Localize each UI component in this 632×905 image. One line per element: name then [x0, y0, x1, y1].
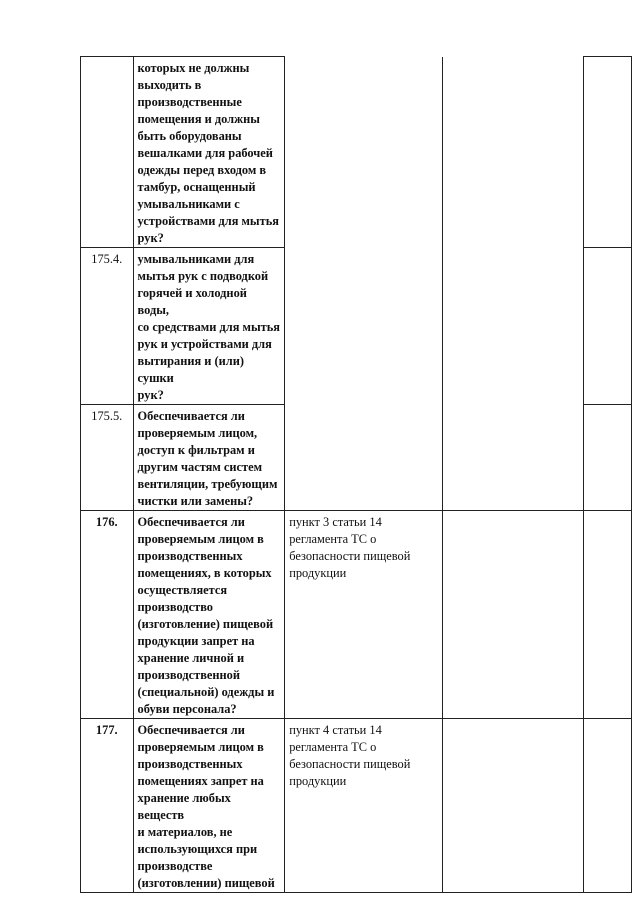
table-row	[81, 719, 632, 893]
table-row	[81, 57, 632, 248]
row-blank	[584, 57, 632, 248]
checklist-table	[80, 56, 632, 893]
table-row	[81, 511, 632, 719]
row-requirement: пункт 4 статьи 14 регламента ТС о безопасности пищевой продукции	[285, 719, 443, 893]
row-blank	[584, 248, 632, 405]
row-blank	[584, 405, 632, 511]
row-number: 177.	[81, 719, 134, 893]
row-blank	[443, 511, 584, 719]
row-requirement-merged	[285, 57, 443, 511]
row-question: Обеспечивается ли проверяемым лицом в производственных помещениях запрет на хранение любых веществ и материалов, не использующихся при производстве (изготовлении) пищевой	[133, 719, 285, 893]
row-blank	[584, 719, 632, 893]
row-number: 176.	[81, 511, 134, 719]
row-number: 175.4.	[81, 248, 134, 405]
row-number	[81, 57, 134, 248]
row-blank	[443, 719, 584, 893]
row-question: Обеспечивается ли проверяемым лицом, доступ к фильтрам и другим частям систем вентиляции, требующим чистки или замены?	[133, 405, 285, 511]
row-blank-merged	[443, 57, 584, 511]
row-question: умывальниками для мытья рук с подводкой горячей и холодной воды, со средствами для мытья рук и устройствами для вытирания и (или) сушки рук?	[133, 248, 285, 405]
row-number: 175.5.	[81, 405, 134, 511]
row-blank	[584, 511, 632, 719]
row-question: Обеспечивается ли проверяемым лицом в производственных помещениях, в которых осуществляется производство (изготовление) пищевой продукции запрет на хранение личной и производственной (специальной) одежды и обуви персонала?	[133, 511, 285, 719]
row-question: которых не должны выходить в производственные помещения и должны быть оборудованы вешалками для рабочей одежды перед входом в тамбур, оснащенный умывальниками с устройствами для мытья рук?	[133, 57, 285, 248]
row-requirement: пункт 3 статьи 14 регламента ТС о безопасности пищевой продукции	[285, 511, 443, 719]
